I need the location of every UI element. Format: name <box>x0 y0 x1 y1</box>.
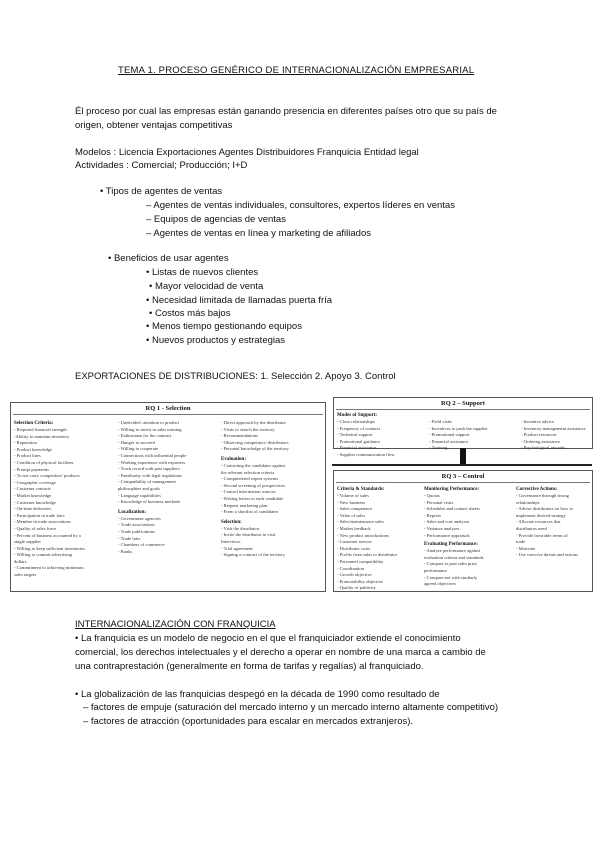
figure-list-item: sales targets <box>14 572 37 578</box>
globalization-line: • La globalización de las franquicias despegó en la década de 1990 como resultado de <box>75 689 440 700</box>
franchise-para-line: comercial, los derechos intelectuales y el derecho a operar en nombre de una marca a cambio de <box>75 647 486 658</box>
figure-list-item: - Product knowledge <box>14 446 53 452</box>
figure-list-item: - Participation in trade fairs <box>14 512 65 518</box>
figure-list-item: - Government agencies <box>118 515 161 521</box>
figure-list-item: - Customer service <box>337 539 372 545</box>
rq2-modes-heading: Modes of Support: <box>337 413 378 418</box>
figure-list-item: - Sales competence <box>337 506 373 512</box>
figure-list-item: - Percent of business accounted by a <box>14 532 81 538</box>
figure-list-item: single supplier <box>14 539 41 545</box>
figure-list-item: - Compare to past sales prior <box>424 561 477 567</box>
figure-list-item: trade <box>516 539 526 545</box>
figure-list-item: - Compare not with similarly <box>424 574 478 580</box>
figure-list-item: - Field visits <box>429 419 452 424</box>
figure-list-item: - Product resources <box>521 432 557 438</box>
figure-list-item: - Inventory management assistance <box>521 425 586 431</box>
benefit-item: • Listas de nuevos clientes <box>146 267 259 278</box>
connector-line <box>332 464 592 466</box>
benefit-item: • Nuevos productos y estrategias <box>146 335 286 346</box>
rq3-monitoring-heading: Monitoring Performance: <box>424 487 480 492</box>
figure-list-item: - Variance analyses <box>424 525 460 531</box>
rq3-criteria-heading: Criteria & Standards: <box>337 487 385 492</box>
figure-list-item: - Customer contacts <box>14 486 51 492</box>
page-title: TEMA 1. PROCESO GENÉRICO DE INTERNACIONALIZACIÓN EMPRESARIAL <box>118 65 475 76</box>
figure-list-item: - Willing to keep sufficient inventories <box>14 545 85 551</box>
figure-list-item: - Motivate <box>516 545 536 551</box>
figure-list-item: - Visits to search the territory <box>221 426 275 432</box>
figure-list-item: - Governance through strong <box>516 493 569 498</box>
figure-list-item: - Distributor costs <box>337 545 371 551</box>
figure-list-item: - Invite the distributor to visit <box>221 532 276 538</box>
figure-list-item: - Promotional support <box>429 432 470 438</box>
figure-list-item: - Chambers of commerce <box>118 542 165 548</box>
figure-list-item: - Form a shortlist of candidates <box>221 509 279 515</box>
figure-list-item: - Undecided: attention to product <box>118 420 179 425</box>
distribution-figure <box>0 392 600 602</box>
rq2-col-3 <box>521 419 591 452</box>
figure-list-item: - Language capabilities <box>118 492 161 498</box>
rq2-title: RQ 2 – Support <box>441 400 485 407</box>
figure-list-item: distributors need <box>516 525 547 531</box>
figure-list-item: - Allocate resources that <box>516 519 561 525</box>
figure-list-item: - Hunger to succeed <box>118 439 155 445</box>
figure-list-item: - Track record with past suppliers <box>118 466 180 472</box>
benefit-item: • Costos más bajos <box>149 308 231 319</box>
pull-factors: – factores de atracción (oportunidades para escalar en mercados extranjeros). <box>83 716 414 727</box>
figure-list-item: - Use coercive threats and actions <box>516 552 578 558</box>
figure-list-item: - Direct approach by the distributor <box>221 420 286 425</box>
benefit-item: • Mayor velocidad de venta <box>149 281 264 292</box>
figure-list-item: - Close relationships <box>337 419 375 424</box>
figure-list-item: - Advise distributors on how to <box>516 506 574 512</box>
figure-list-item: - Schedules and contact sheets <box>424 506 480 512</box>
rq1-criteria-heading: Selection Criteria: <box>14 421 54 426</box>
benefits-heading: • Beneficios de usar agentes <box>108 253 229 264</box>
figure-list-item: the relevant selection criteria <box>221 469 275 475</box>
figure-list-item: - Frequency of contacts <box>337 425 381 431</box>
push-factors: – factores de empuje (saturación del mercado interno y un mercado interno altamente competitivo) <box>83 702 499 713</box>
figure-list-item: - Willing to invest in sales training <box>118 426 182 432</box>
agent-type-item: – Agentes de ventas individuales, consultores, expertos líderes en ventas <box>146 200 455 211</box>
figure-list-item: - Signing a contract of the territory <box>221 552 286 558</box>
figure-list-item: - Quality of sales force <box>14 525 57 531</box>
figure-list-item: - Supplier communication flow <box>337 451 395 457</box>
rq1-col-2 <box>118 420 224 555</box>
figure-list-item: - Observing competitors' distributors <box>221 439 289 445</box>
figure-list-item: - Sales and cost analyses <box>424 519 470 525</box>
rq3-col-3 <box>516 486 590 559</box>
rq3-corrective-heading: Corrective Actions: <box>516 487 558 492</box>
figure-list-item: - Willing to commit advertising <box>14 552 72 558</box>
figure-list-item: philosophies and goals <box>118 485 160 491</box>
figure-list-item: - Knowledge of business methods <box>118 499 181 505</box>
figure-list-item: - Condition of physical facilities <box>14 459 74 465</box>
figure-list-item: - Contacting the candidates against <box>221 462 286 468</box>
figure-list-item: agreed objectives <box>424 581 457 587</box>
figure-list-item: - Request marketing plan <box>221 502 268 508</box>
figure-list-item: evaluation criteria and standards <box>424 554 484 560</box>
figure-list-item: - Product lines <box>14 453 41 459</box>
figure-list-item: - Quality of publicity <box>337 585 376 591</box>
franchise-heading: INTERNACIONALIZACIÓN CON FRANQUICIA <box>75 619 276 630</box>
rq3-control-box <box>333 470 593 592</box>
figure-list-item: - Writing letters to each candidate <box>221 495 284 501</box>
figure-list-item: relationships <box>516 499 540 505</box>
rq3-col-1 <box>337 486 423 592</box>
benefit-item: • Menos tiempo gestionando equipos <box>146 321 302 332</box>
figure-list-item: - Prompt payments <box>14 466 49 472</box>
franchise-para-line: una contraprestación (generalmente en forma de tarifas y regalías) al franquiciado. <box>75 661 424 672</box>
figure-list-item: - Working experience with exporters <box>118 459 186 465</box>
figure-list-item: - Familiarity with legal regulations <box>118 472 183 478</box>
figure-list-item: - Incentive advice <box>521 419 554 424</box>
figure-list-item: dollars <box>14 558 27 564</box>
figure-list-item: - Sales/maintenance sales <box>337 519 384 525</box>
distribution-heading: EXPORTACIONES DE DISTRIBUCIONES: 1. Selección 2. Apoyo 3. Control <box>75 371 396 382</box>
rq2-col-1 <box>337 412 427 459</box>
figure-list-item: - Analyze performance against <box>424 548 481 554</box>
figure-list-item: - Volume of sales <box>337 493 369 498</box>
figure-list-item: - Trade publications <box>118 528 155 534</box>
figure-list-item: - Reports <box>424 512 441 518</box>
figure-list-item: -Ability to maintain inventory <box>14 433 70 439</box>
figure-list-item: - Willing to cooperate <box>118 446 159 452</box>
intro-line-2: origen, obtener ventajas competitivas <box>75 120 233 131</box>
figure-list-item: - Ordering assistance <box>521 438 560 444</box>
agent-type-item: – Equipos de agencias de ventas <box>146 214 286 225</box>
figure-list-item: Interviews <box>221 538 241 544</box>
figure-list-item: - Personal visits <box>424 499 454 505</box>
figure-list-item: - To not carry competitors' products <box>14 473 80 479</box>
figure-list-item: - New business <box>337 499 366 505</box>
figure-list-item: implement desired strategy <box>516 512 566 518</box>
figure-list-item: - Commitment to achieving minimum <box>14 565 84 571</box>
figure-list-item: - Growth objective <box>337 572 372 578</box>
figure-list-item: - Customer knowledge <box>14 499 56 505</box>
rq1-col-1 <box>14 420 116 579</box>
figure-list-item: - Banks <box>118 548 133 554</box>
figure-list-item: - Financial assistance <box>337 445 377 451</box>
rq2-support-box <box>333 397 593 457</box>
figure-list-item: - Connections with influential people <box>118 452 187 458</box>
figure-list-item: - Profits from sales to distributor <box>337 552 398 558</box>
activities-line: Actividades : Comercial; Producción; I+D <box>75 160 248 171</box>
figure-list-item: - Reputation <box>14 440 37 446</box>
agent-type-item: – Agentes de ventas en línea y marketing de afiliados <box>146 228 371 239</box>
figure-list-item: - Geographic coverage <box>14 479 56 485</box>
rq1-selection-heading: Selection: <box>221 519 242 525</box>
figure-list-item: - Visit the distributor <box>221 525 260 531</box>
figure-list-item: - Incentives to push the supplier <box>429 425 488 431</box>
figure-list-item: - Compatibility of management <box>118 479 176 485</box>
figure-list-item: - Personal knowledge of the territory <box>221 446 289 452</box>
figure-list-item: - Recommendations <box>221 433 258 439</box>
figure-list-item: - Training <box>429 445 448 451</box>
figure-list-item: - Second screening of prospectives <box>221 482 286 488</box>
figure-list-item: - Personnel compatibility <box>337 558 384 564</box>
rq3-title: RQ 3 – Control <box>441 473 485 480</box>
models-line: Modelos : Licencia Exportaciones Agentes Distribuidores Franquicia Entidad legal <box>75 147 419 158</box>
figure-list-item: - Quotas <box>424 493 440 498</box>
figure-list-item: - New product introductions <box>337 532 389 538</box>
figure-list-item: - Promotability objective <box>337 578 383 584</box>
figure-list-item: - Control information sources <box>221 489 276 495</box>
figure-list-item: - Market knowledge <box>14 492 52 498</box>
rq1-selection-box <box>10 402 326 592</box>
rq1-col-3 <box>221 420 323 559</box>
rq1-localization-heading: Localization: <box>118 509 147 515</box>
franchise-para-line: • La franquicia es un modelo de negocio en el que el franquiciador extiende el conocimiento <box>75 633 461 644</box>
figure-list-item: - Coordination <box>337 565 364 571</box>
figure-list-item: - Computerized expert systems <box>221 476 279 482</box>
figure-list-item: performance <box>424 567 448 573</box>
rq2-col-2 <box>429 419 519 452</box>
figure-list-item: - Required financial strength <box>14 427 67 432</box>
figure-list-item: - Provide favorable terms of <box>516 532 568 538</box>
figure-list-item: - Enthusiasm for the contract <box>118 433 172 439</box>
benefit-item: • Necesidad limitada de llamadas puerta fría <box>146 295 333 306</box>
figure-list-item: - Value of sales <box>337 512 366 518</box>
rq3-evaluating-heading: Evaluating Performance: <box>424 542 479 548</box>
rq3-col-2 <box>424 486 514 588</box>
figure-list-item: - Trade associations <box>118 522 155 528</box>
figure-list-item: - Performance appraisals <box>424 532 470 538</box>
figure-list-item: - Trade fairs <box>118 535 141 541</box>
figure-list-item: - Psychological rewards <box>521 445 566 451</box>
figure-list-item: - Member in trade associations <box>14 519 71 525</box>
figure-list-item: - Trial agreement <box>221 545 253 551</box>
rq1-title: RQ 1 - Selection <box>145 405 191 412</box>
intro-line-1: Él proceso por cual las empresas están ganando presencia en diferentes países otro que su país de <box>75 106 497 117</box>
figure-list-item: - Financial assistance <box>429 438 469 444</box>
figure-list-item: - Market feedback <box>337 525 371 531</box>
figure-list-item: - Technical support <box>337 432 373 438</box>
figure-list-item: - Promotional guidance <box>337 438 381 444</box>
rq1-evaluation-heading: Evaluation: <box>221 456 247 462</box>
figure-list-item: - On-time deliveries <box>14 506 51 512</box>
agents-heading: • Tipos de agentes de ventas <box>100 186 223 197</box>
